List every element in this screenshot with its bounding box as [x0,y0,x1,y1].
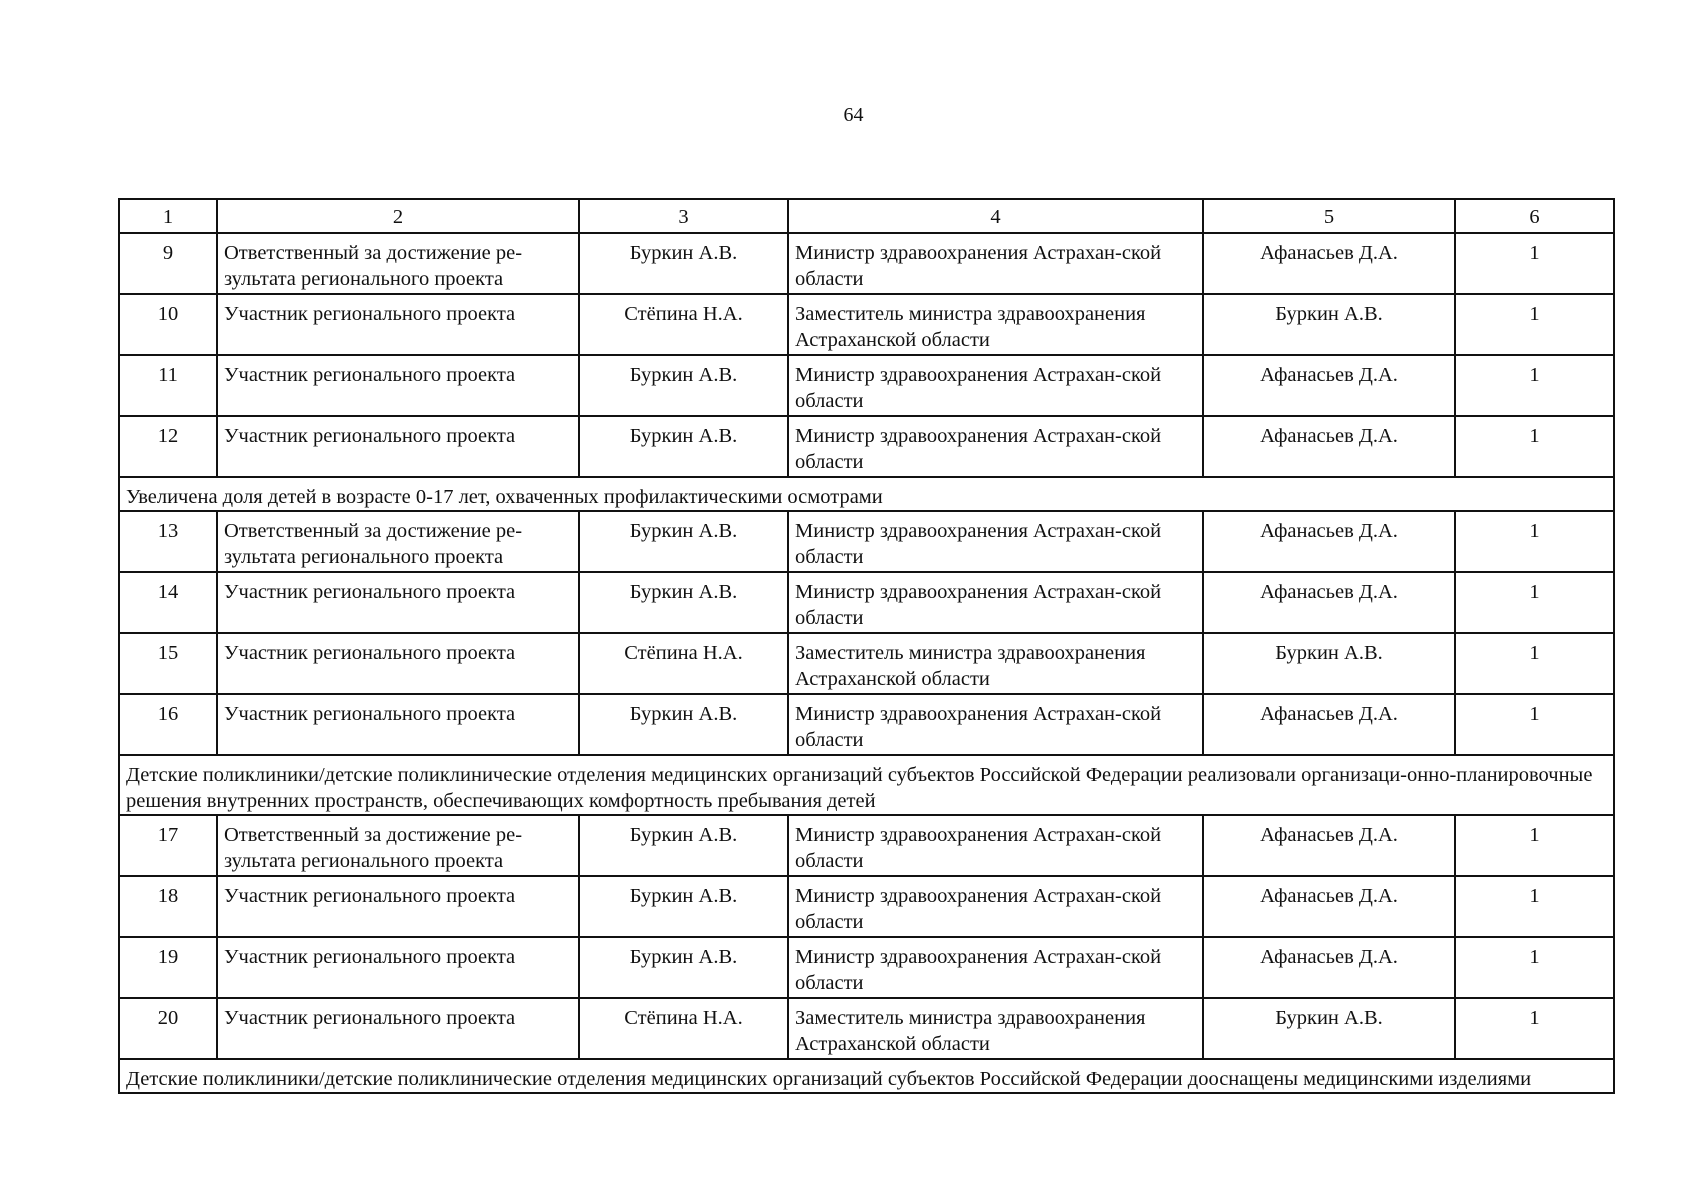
row-role: Участник регионального проекта [217,416,579,477]
row-number: 13 [119,511,217,572]
row-role: Участник регионального проекта [217,294,579,355]
row-number: 19 [119,937,217,998]
column-number: 5 [1203,199,1455,233]
row-number: 15 [119,633,217,694]
row-supervisor: Афанасьев Д.А. [1203,572,1455,633]
section-title: Детские поликлиники/детские поликлинические отделения медицинских организаций субъектов Российской Федерации реализовали организаци-онно-планировочные решения внутренних пространств, обеспечивающих комфортность пребывания детей [119,755,1614,815]
row-supervisor: Афанасьев Д.А. [1203,815,1455,876]
table-row [119,572,1614,633]
page-number: 64 [843,104,864,126]
row-role: Участник регионального проекта [217,876,579,937]
row-value: 1 [1455,355,1614,416]
row-person: Буркин А.В. [579,937,788,998]
row-role: Ответственный за достижение ре-зультата регионального проекта [217,233,579,294]
column-number: 2 [217,199,579,233]
table-row [119,815,1614,876]
table-body [119,199,1614,1093]
row-position: Заместитель министра здравоохранения Астраханской области [788,633,1203,694]
row-person: Буркин А.В. [579,815,788,876]
section-title: Детские поликлиники/детские поликлинические отделения медицинских организаций субъектов Российской Федерации дооснащены медицинскими изделиями [119,1059,1614,1093]
table-row [119,633,1614,694]
row-position: Заместитель министра здравоохранения Астраханской области [788,998,1203,1059]
column-number-row [119,199,1614,233]
row-role: Ответственный за достижение ре-зультата регионального проекта [217,815,579,876]
row-position: Министр здравоохранения Астрахан-ской области [788,416,1203,477]
row-supervisor: Буркин А.В. [1203,633,1455,694]
table-row [119,355,1614,416]
row-number: 20 [119,998,217,1059]
row-number: 17 [119,815,217,876]
row-person: Буркин А.В. [579,355,788,416]
row-position: Министр здравоохранения Астрахан-ской области [788,511,1203,572]
row-person: Стёпина Н.А. [579,294,788,355]
row-position: Министр здравоохранения Астрахан-ской области [788,572,1203,633]
section-title: Увеличена доля детей в возрасте 0-17 лет, охваченных профилактическими осмотрами [119,477,1614,511]
section-header-row [119,755,1614,815]
table-row [119,294,1614,355]
row-position: Министр здравоохранения Астрахан-ской области [788,876,1203,937]
row-value: 1 [1455,998,1614,1059]
row-number: 10 [119,294,217,355]
section-header-row [119,477,1614,511]
row-position: Министр здравоохранения Астрахан-ской области [788,694,1203,755]
row-number: 12 [119,416,217,477]
row-value: 1 [1455,815,1614,876]
row-person: Стёпина Н.А. [579,633,788,694]
row-value: 1 [1455,937,1614,998]
row-position: Министр здравоохранения Астрахан-ской области [788,815,1203,876]
row-person: Буркин А.В. [579,572,788,633]
row-value: 1 [1455,416,1614,477]
row-supervisor: Буркин А.В. [1203,998,1455,1059]
column-number: 6 [1455,199,1614,233]
table-row [119,416,1614,477]
row-person: Буркин А.В. [579,233,788,294]
table-row [119,937,1614,998]
row-supervisor: Афанасьев Д.А. [1203,233,1455,294]
row-value: 1 [1455,233,1614,294]
row-value: 1 [1455,572,1614,633]
table-row [119,998,1614,1059]
row-position: Министр здравоохранения Астрахан-ской области [788,937,1203,998]
row-position: Заместитель министра здравоохранения Астраханской области [788,294,1203,355]
row-role: Участник регионального проекта [217,937,579,998]
row-number: 14 [119,572,217,633]
row-supervisor: Афанасьев Д.А. [1203,694,1455,755]
row-person: Буркин А.В. [579,694,788,755]
row-person: Стёпина Н.А. [579,998,788,1059]
row-number: 9 [119,233,217,294]
row-person: Буркин А.В. [579,416,788,477]
row-person: Буркин А.В. [579,511,788,572]
row-role: Участник регионального проекта [217,355,579,416]
column-number: 1 [119,199,217,233]
row-value: 1 [1455,876,1614,937]
row-role: Ответственный за достижение ре-зультата регионального проекта [217,511,579,572]
row-role: Участник регионального проекта [217,633,579,694]
section-header-row [119,1059,1614,1093]
row-position: Министр здравоохранения Астрахан-ской области [788,233,1203,294]
row-supervisor: Афанасьев Д.А. [1203,937,1455,998]
table-row [119,233,1614,294]
row-supervisor: Буркин А.В. [1203,294,1455,355]
row-supervisor: Афанасьев Д.А. [1203,876,1455,937]
row-role: Участник регионального проекта [217,998,579,1059]
row-position: Министр здравоохранения Астрахан-ской области [788,355,1203,416]
row-number: 11 [119,355,217,416]
row-supervisor: Афанасьев Д.А. [1203,416,1455,477]
table-row [119,876,1614,937]
column-number: 4 [788,199,1203,233]
row-value: 1 [1455,694,1614,755]
row-number: 18 [119,876,217,937]
table-row [119,694,1614,755]
row-value: 1 [1455,633,1614,694]
row-role: Участник регионального проекта [217,694,579,755]
row-supervisor: Афанасьев Д.А. [1203,511,1455,572]
row-supervisor: Афанасьев Д.А. [1203,355,1455,416]
row-role: Участник регионального проекта [217,572,579,633]
row-value: 1 [1455,294,1614,355]
column-number: 3 [579,199,788,233]
participants-table [118,198,1615,1094]
row-number: 16 [119,694,217,755]
row-person: Буркин А.В. [579,876,788,937]
row-value: 1 [1455,511,1614,572]
table-row [119,511,1614,572]
